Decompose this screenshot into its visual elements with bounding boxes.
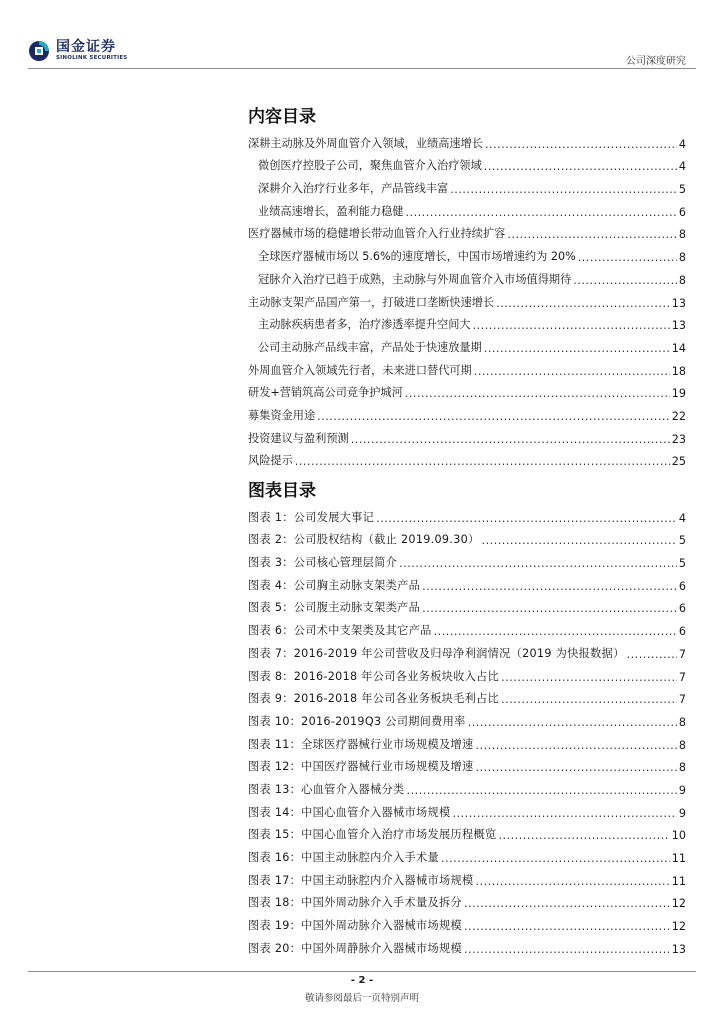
- dot-leader: [482, 534, 677, 547]
- dot-leader: [473, 319, 670, 332]
- figure-entry[interactable]: [248, 820, 686, 843]
- figure-entry[interactable]: [248, 774, 686, 797]
- figure-entry-title: 图表 14：中国心血管介入器械市场规模: [248, 805, 451, 819]
- page-number: - 2 -: [350, 975, 374, 986]
- figure-entry-page-number: 6: [678, 602, 686, 616]
- toc-entry-page-number: 4: [678, 137, 686, 151]
- figure-entry-title: 图表 10：2016-2019Q3 公司期间费用率: [248, 714, 466, 728]
- figure-entry[interactable]: [248, 842, 686, 865]
- dot-leader: [501, 671, 677, 684]
- dot-leader: [453, 807, 677, 820]
- toc-entry[interactable]: [248, 287, 686, 310]
- figure-entry-title: 图表 5：公司腹主动脉支架类产品: [248, 601, 421, 615]
- toc-entry[interactable]: [248, 400, 686, 423]
- toc-entry[interactable]: [248, 173, 686, 196]
- dot-leader: [484, 160, 677, 173]
- figure-entry-title: 图表 11：全球医疗器械行业市场规模及增速: [248, 737, 474, 751]
- logo-english-name: SINOLINK SECURITIES: [56, 55, 128, 62]
- dot-leader: [468, 716, 677, 729]
- dot-leader: [399, 557, 677, 570]
- toc-entry-title: 风险提示: [248, 454, 293, 468]
- figure-entry-page-number: 13: [671, 942, 686, 956]
- toc-entry[interactable]: [248, 332, 686, 355]
- figure-entry-title: 图表 6：公司术中支架类及其它产品: [248, 624, 432, 638]
- dot-leader: [464, 920, 670, 933]
- figure-entry-page-number: 12: [671, 897, 686, 911]
- dot-leader: [573, 274, 677, 287]
- dot-leader: [351, 433, 670, 446]
- figure-entry-title: 图表 1：公司发展大事记: [248, 510, 375, 524]
- dot-leader: [475, 875, 669, 888]
- dot-leader: [441, 852, 670, 865]
- dot-leader: [317, 410, 670, 423]
- figure-entry-page-number: 5: [678, 557, 686, 571]
- toc-entry-title: 投资建议与盈利预测: [248, 431, 349, 445]
- figure-list-title: 图表目录: [248, 481, 316, 501]
- figure-entry[interactable]: [248, 797, 686, 820]
- toc-entry-title: 全球医疗器械市场以 5.6%的速度增长，中国市场增速约为 20%: [258, 250, 576, 264]
- toc-entry[interactable]: [248, 310, 686, 333]
- footer-divider: [28, 971, 696, 972]
- toc-entry-page-number: 23: [671, 432, 686, 446]
- figure-entry-page-number: 8: [678, 738, 686, 752]
- figure-entry-page-number: 11: [671, 852, 686, 865]
- toc-title: 内容目录: [248, 107, 316, 127]
- figure-entry-title: 图表 4：公司胸主动脉支架类产品: [248, 578, 421, 592]
- dot-leader: [627, 648, 677, 661]
- figure-entry[interactable]: [248, 752, 686, 775]
- table-of-contents: [248, 128, 686, 468]
- figure-entry-title: 图表 13：心血管介入器械分类: [248, 782, 405, 796]
- toc-entry-page-number: 4: [678, 160, 686, 174]
- figure-entry[interactable]: [248, 933, 686, 956]
- figure-entry-page-number: 6: [678, 579, 686, 593]
- dot-leader: [405, 206, 676, 219]
- figure-entry[interactable]: [248, 638, 686, 661]
- figure-entry-page-number: 5: [678, 534, 686, 548]
- dot-leader: [434, 625, 677, 638]
- toc-entry-title: 研发+营销筑高公司竞争护城河: [248, 386, 403, 400]
- figure-entry-title: 图表 20：中国外周静脉介入器械市场规模: [248, 941, 462, 955]
- toc-entry-title: 募集资金用途: [248, 408, 316, 422]
- toc-entry[interactable]: [248, 241, 686, 264]
- dot-leader: [578, 251, 677, 264]
- company-logo: [28, 40, 127, 62]
- figure-entry-title: 图表 2：公司股权结构（截止 2019.09.30）: [248, 533, 480, 547]
- toc-entry-page-number: 22: [671, 409, 686, 423]
- toc-entry[interactable]: [248, 355, 686, 378]
- toc-entry[interactable]: [248, 151, 686, 174]
- figure-entry-page-number: 7: [678, 647, 686, 661]
- dot-leader: [475, 739, 676, 752]
- figure-list: [248, 502, 686, 956]
- dot-leader: [484, 342, 670, 355]
- toc-entry[interactable]: [248, 128, 686, 151]
- figure-entry[interactable]: [248, 729, 686, 752]
- dot-leader: [450, 183, 677, 196]
- toc-entry-page-number: 13: [671, 296, 686, 310]
- toc-entry-page-number: 8: [678, 251, 686, 265]
- toc-entry-title: 公司主动脉产品线丰富，产品处于快速放量期: [258, 340, 482, 354]
- toc-entry[interactable]: [248, 264, 686, 287]
- dot-leader: [501, 693, 677, 706]
- figure-entry-page-number: 6: [678, 625, 686, 639]
- toc-entry-page-number: 6: [678, 205, 686, 219]
- toc-entry[interactable]: [248, 219, 686, 242]
- dot-leader: [498, 829, 669, 842]
- dot-leader: [376, 512, 677, 525]
- figure-entry[interactable]: [248, 570, 686, 593]
- dot-leader: [407, 784, 677, 797]
- dot-leader: [422, 602, 677, 615]
- toc-entry-title: 主动脉支架产品国产第一，打破进口垄断快速增长: [248, 295, 495, 309]
- toc-entry-page-number: 8: [678, 228, 686, 242]
- figure-entry[interactable]: [248, 593, 686, 616]
- figure-entry[interactable]: [248, 661, 686, 684]
- toc-entry[interactable]: [248, 446, 686, 469]
- figure-entry-title: 图表 19：中国外周动脉介入器械市场规模: [248, 919, 462, 933]
- figure-entry[interactable]: [248, 910, 686, 933]
- figure-entry-page-number: 9: [678, 783, 686, 797]
- figure-entry-page-number: 10: [671, 829, 686, 843]
- sinolink-logo-icon: [28, 40, 50, 62]
- toc-entry-page-number: 14: [671, 341, 686, 355]
- figure-entry-title: 图表 18：中国外周动脉介入手术量及拆分: [248, 896, 462, 910]
- toc-entry[interactable]: [248, 196, 686, 219]
- figure-entry-title: 图表 9：2016-2018 年公司各业务板块毛利占比: [248, 692, 500, 706]
- figure-entry[interactable]: [248, 706, 686, 729]
- figure-entry[interactable]: [248, 502, 686, 525]
- figure-entry[interactable]: [248, 525, 686, 548]
- logo-chinese-name: 国金证券: [56, 39, 116, 56]
- toc-entry-title: 微创医疗控股子公司，聚焦血管介入治疗领域: [258, 159, 482, 173]
- figure-entry-page-number: 7: [678, 670, 686, 684]
- dot-leader: [507, 228, 677, 241]
- figure-entry-page-number: 12: [671, 920, 686, 934]
- toc-entry-title: 深耕主动脉及外周血管介入领域，业绩高速增长: [248, 136, 483, 150]
- toc-entry-page-number: 19: [671, 387, 686, 401]
- figure-entry-title: 图表 3：公司核心管理层简介: [248, 556, 398, 570]
- toc-entry-title: 主动脉疾病患者多，治疗渗透率提升空间大: [258, 318, 471, 332]
- figure-entry[interactable]: [248, 684, 686, 707]
- toc-entry-page-number: 13: [671, 319, 686, 333]
- figure-entry-page-number: 4: [678, 511, 686, 525]
- header-divider: [28, 68, 696, 69]
- figure-entry[interactable]: [248, 547, 686, 570]
- dot-leader: [422, 580, 677, 593]
- dot-leader: [496, 297, 670, 310]
- toc-entry-page-number: 25: [671, 455, 686, 469]
- figure-entry-title: 图表 16：中国主动脉腔内介入手术量: [248, 851, 440, 864]
- toc-entry-page-number: 18: [671, 364, 686, 378]
- toc-entry[interactable]: [248, 378, 686, 401]
- dot-leader: [485, 138, 677, 151]
- toc-entry-title: 医疗器械市场的稳健增长带动血管介入行业持续扩容: [248, 227, 506, 241]
- figure-entry-page-number: 7: [678, 693, 686, 707]
- figure-entry-title: 图表 7：2016-2019 年公司营收及归母净利润情况（2019 为快报数据）: [248, 646, 625, 660]
- figure-entry-title: 图表 8：2016-2018 年公司各业务板块收入占比: [248, 669, 500, 683]
- figure-entry-title: 图表 17：中国主动脉腔内介入器械市场规模: [248, 873, 474, 887]
- disclaimer-note: 敬请参阅最后一页特别声明: [304, 993, 419, 1004]
- toc-entry-title: 外周血管介入领域先行者，未来进口替代可期: [248, 363, 472, 377]
- toc-entry-page-number: 5: [678, 183, 686, 197]
- dot-leader: [295, 455, 670, 468]
- toc-entry-title: 深耕介入治疗行业多年，产品管线丰富: [258, 182, 449, 196]
- dot-leader: [475, 761, 676, 774]
- dot-leader: [474, 365, 670, 378]
- dot-leader: [464, 897, 670, 910]
- page-header: [0, 0, 724, 80]
- figure-entry[interactable]: [248, 865, 686, 888]
- toc-entry-title: 业绩高速增长，盈利能力稳健: [258, 204, 404, 218]
- toc-entry[interactable]: [248, 423, 686, 446]
- report-type-label: 公司深度研究: [626, 56, 686, 67]
- figure-entry-title: 图表 15：中国心血管介入治疗市场发展历程概览: [248, 828, 497, 842]
- figure-entry-page-number: 8: [678, 715, 686, 729]
- figure-entry[interactable]: [248, 888, 686, 911]
- figure-entry-page-number: 9: [678, 806, 686, 820]
- figure-entry-page-number: 11: [671, 874, 686, 888]
- figure-entry-title: 图表 12：中国医疗器械行业市场规模及增速: [248, 760, 474, 774]
- dot-leader: [405, 387, 670, 400]
- dot-leader: [464, 943, 670, 956]
- toc-entry-page-number: 8: [678, 273, 686, 287]
- figure-entry-page-number: 8: [678, 761, 686, 775]
- figure-entry[interactable]: [248, 615, 686, 638]
- toc-entry-title: 冠脉介入治疗已趋于成熟，主动脉与外周血管介入市场值得期待: [258, 272, 572, 286]
